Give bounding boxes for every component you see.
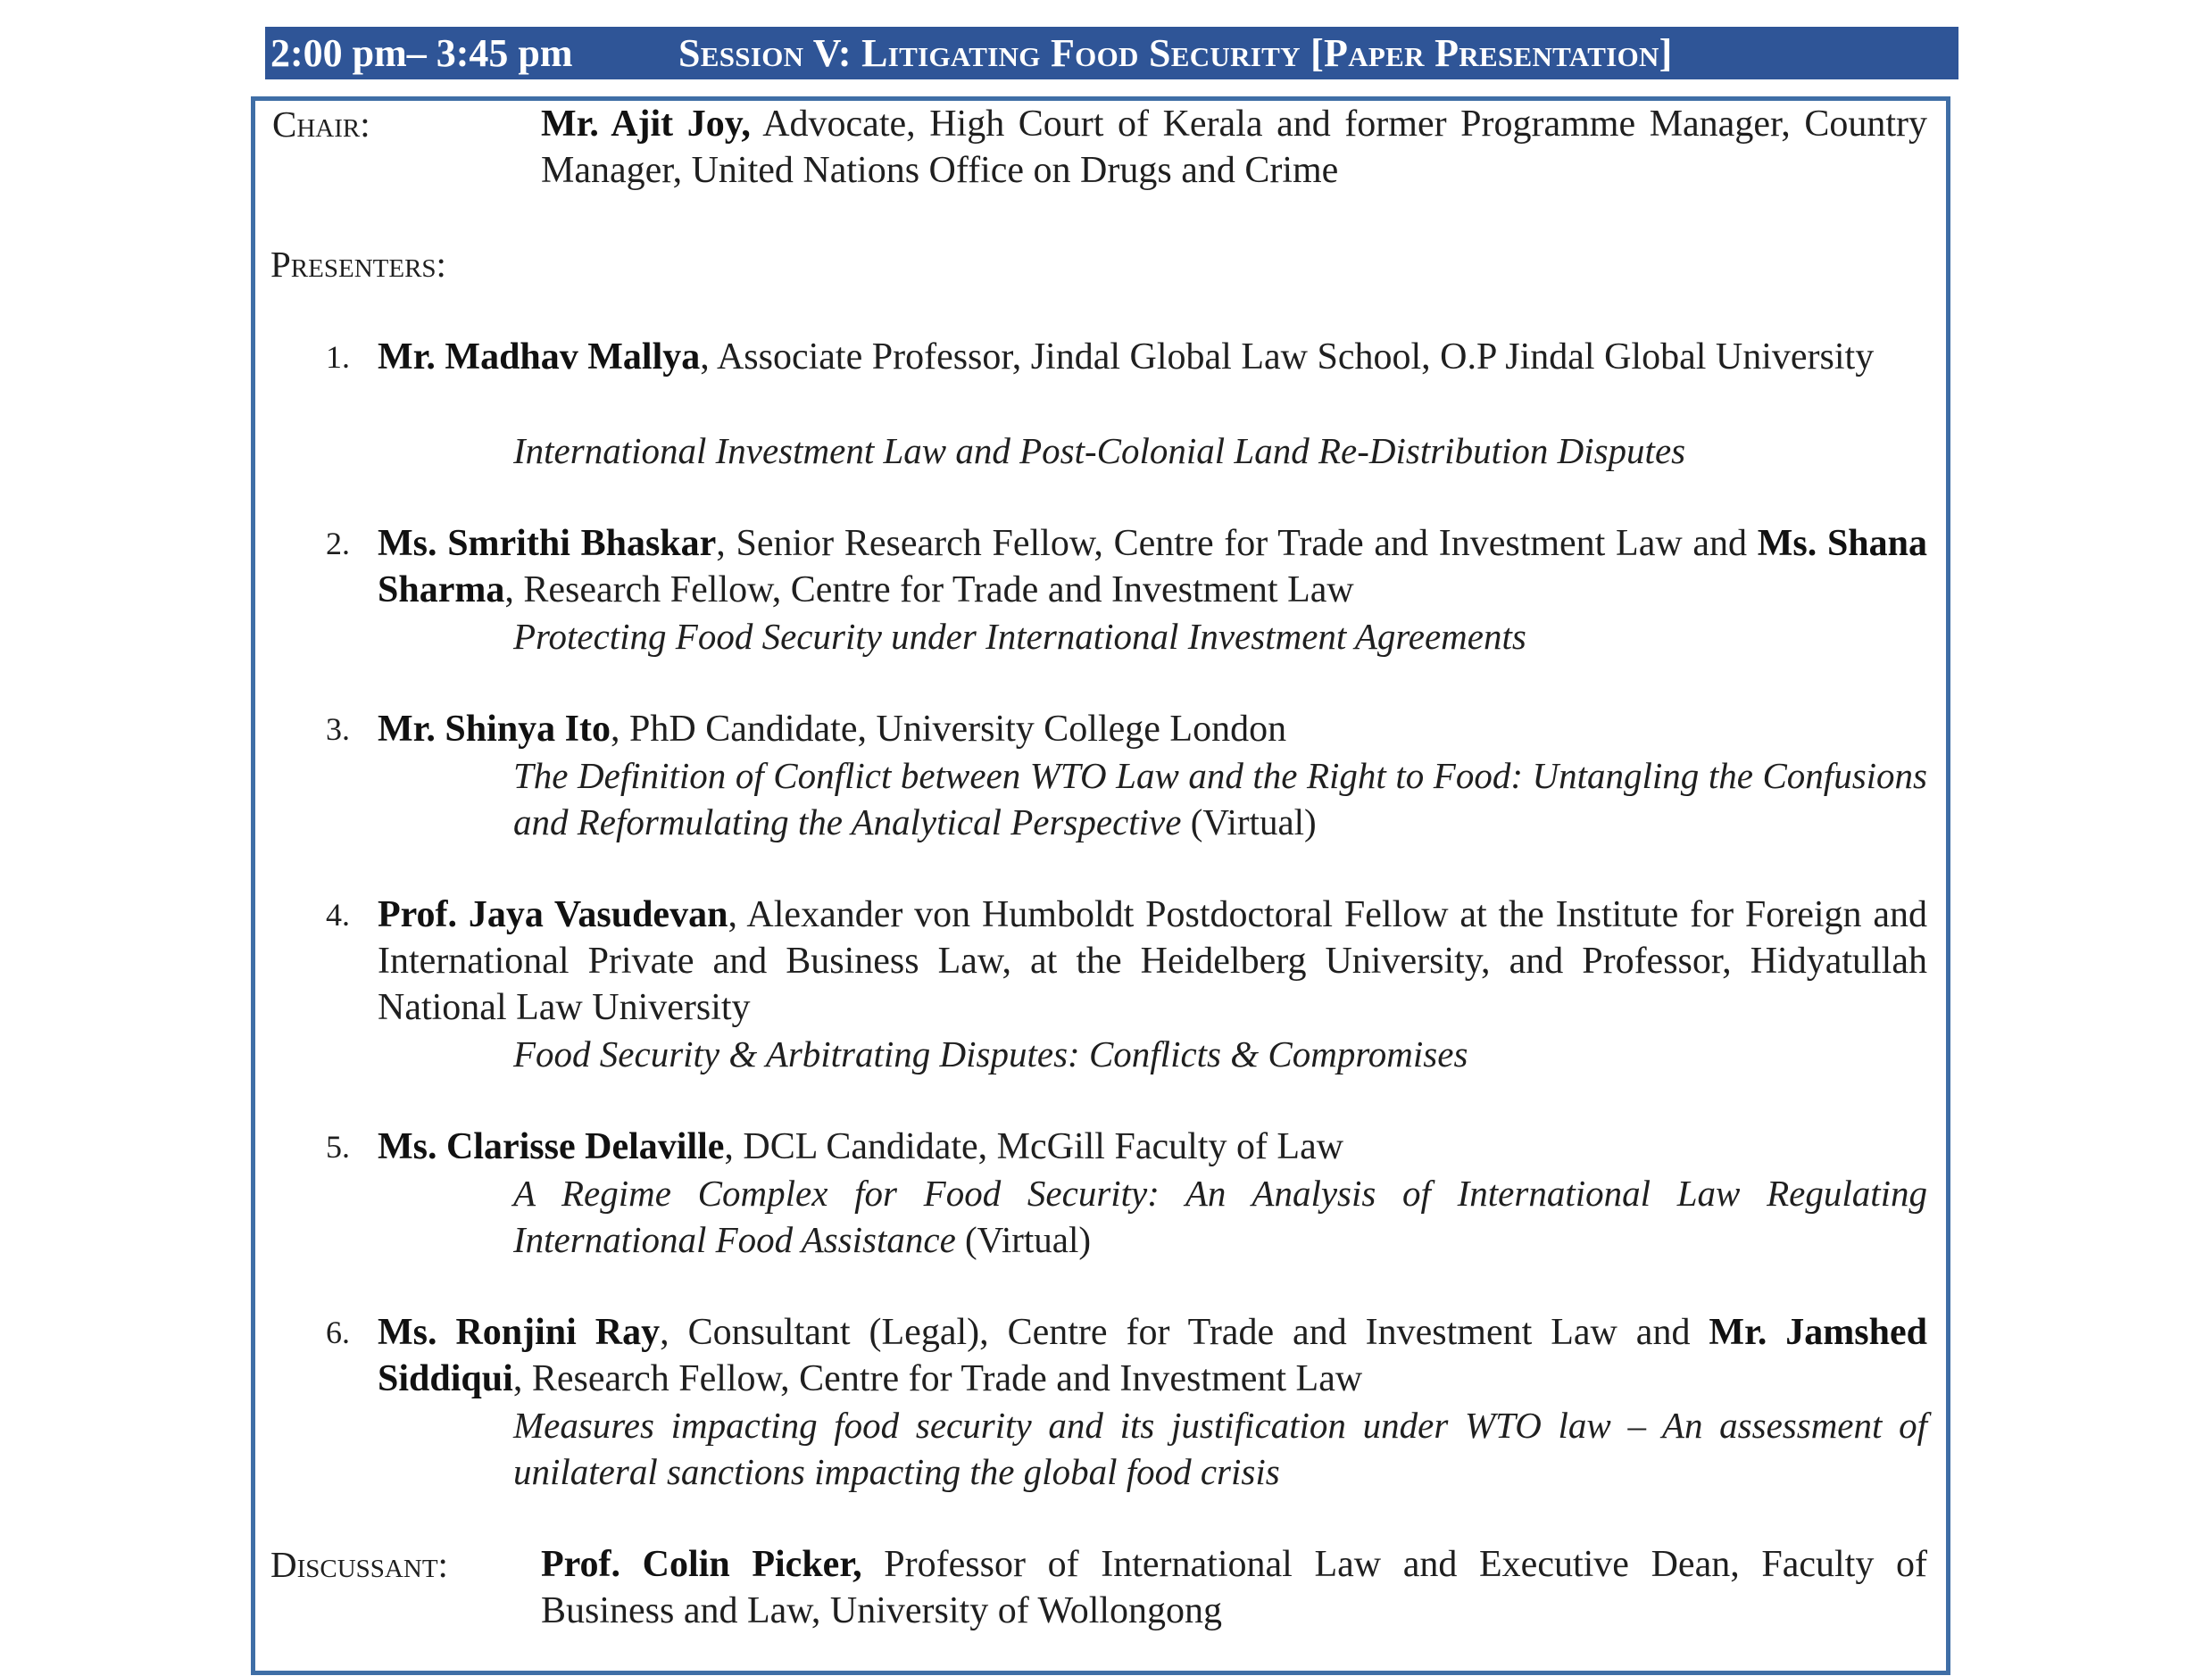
presenter-entry (378, 334, 1927, 380)
discussant-block (541, 1541, 1927, 1634)
presenter-affiliation: , Alexander von Humboldt Postdoctoral Fellow at the Institute for Foreign and International Private and Business Law, at the Heidelberg University, and Professor, Hidyatullah National Law University (378, 894, 1927, 1028)
presenter-affiliation: , Senior Research Fellow, Centre for Trade and Investment Law and (716, 523, 1758, 564)
presenter-entry (378, 1309, 1927, 1402)
co-presenter-name: Ms. Shana Sharma (378, 523, 1928, 610)
chair-block (541, 101, 1927, 194)
presenter-affiliation: , DCL Candidate, McGill Faculty of Law (724, 1126, 1344, 1167)
presenter-name: Ms. Clarisse Delaville (378, 1126, 725, 1167)
chair-affiliation: Advocate, High Court of Kerala and former Programme Manager, Country Manager, United Nations Office on Drugs and Crime (541, 104, 1928, 191)
chair-label: Chair: (272, 104, 370, 145)
paper-title: Measures impacting food security and its justification under WTO law – An assessment of unilateral sanctions impacting the global food crisis (513, 1405, 1927, 1492)
presenter-number: 6. (326, 1315, 350, 1350)
presenter-number: 4. (326, 897, 350, 933)
paper-title: Food Security & Arbitrating Disputes: Conflicts & Compromises (513, 1033, 1468, 1074)
presentation-mode: (Virtual) (1181, 801, 1317, 842)
paper-title: Protecting Food Security under International Investment Agreements (513, 616, 1526, 657)
presenter-affiliation: , PhD Candidate, University College London (611, 709, 1287, 750)
co-presenter-affiliation: , Research Fellow, Centre for Trade and Investment Law (504, 569, 1354, 610)
co-presenter-affiliation: , Research Fellow, Centre for Trade and Investment Law (512, 1358, 1363, 1399)
presenter-name: Prof. Jaya Vasudevan (378, 894, 728, 935)
presenter-affiliation: , Consultant (Legal), Centre for Trade and Investment Law and (660, 1312, 1709, 1353)
presenter-name: Ms. Smrithi Bhaskar (378, 523, 717, 564)
presentation-mode: (Virtual) (955, 1219, 1091, 1260)
presenter-number: 2. (326, 526, 350, 561)
presenter-name: Mr. Shinya Ito (378, 709, 611, 750)
presenter-number: 5. (326, 1129, 350, 1165)
presenter-entry (378, 706, 1927, 752)
presenter-entry (378, 892, 1927, 1031)
presenter-name: Mr. Madhav Mallya (378, 336, 701, 378)
paper-title: International Investment Law and Post-Colonial Land Re-Distribution Disputes (513, 430, 1686, 471)
chair-name: Mr. Ajit Joy, (541, 104, 751, 145)
presenter-entry (378, 520, 1927, 613)
discussant-name: Prof. Colin Picker, (541, 1544, 862, 1585)
presenter-entry (378, 1124, 1927, 1170)
presenter-number: 1. (326, 339, 350, 375)
presenters-label: Presenters: (270, 244, 446, 285)
presenter-affiliation: , Associate Professor, Jindal Global Law School, O.P Jindal Global University (700, 336, 1875, 378)
paper-title: The Definition of Conflict between WTO Law and the Right to Food: Untangling the Confusions and Reformulating the Analytical Perspective (Virtual) (513, 755, 1927, 842)
discussant-affiliation: Professor of International Law and Executive Dean, Faculty of Business and Law, University of Wollongong (541, 1544, 1927, 1631)
session-header-bar (265, 27, 1958, 79)
presenter-number: 3. (326, 711, 350, 747)
session-title: Session V: Litigating Food Security [Paper Presentation] (678, 31, 1673, 75)
session-time: 2:00 pm– 3:45 pm (270, 31, 573, 75)
paper-title: A Regime Complex for Food Security: An Analysis of International Law Regulating International Food Assistance (Virtual) (513, 1173, 1927, 1260)
presenter-name: Ms. Ronjini Ray (378, 1312, 661, 1353)
co-presenter-name: Mr. Jamshed Siddiqui (378, 1312, 1927, 1399)
discussant-label: Discussant: (270, 1544, 448, 1585)
